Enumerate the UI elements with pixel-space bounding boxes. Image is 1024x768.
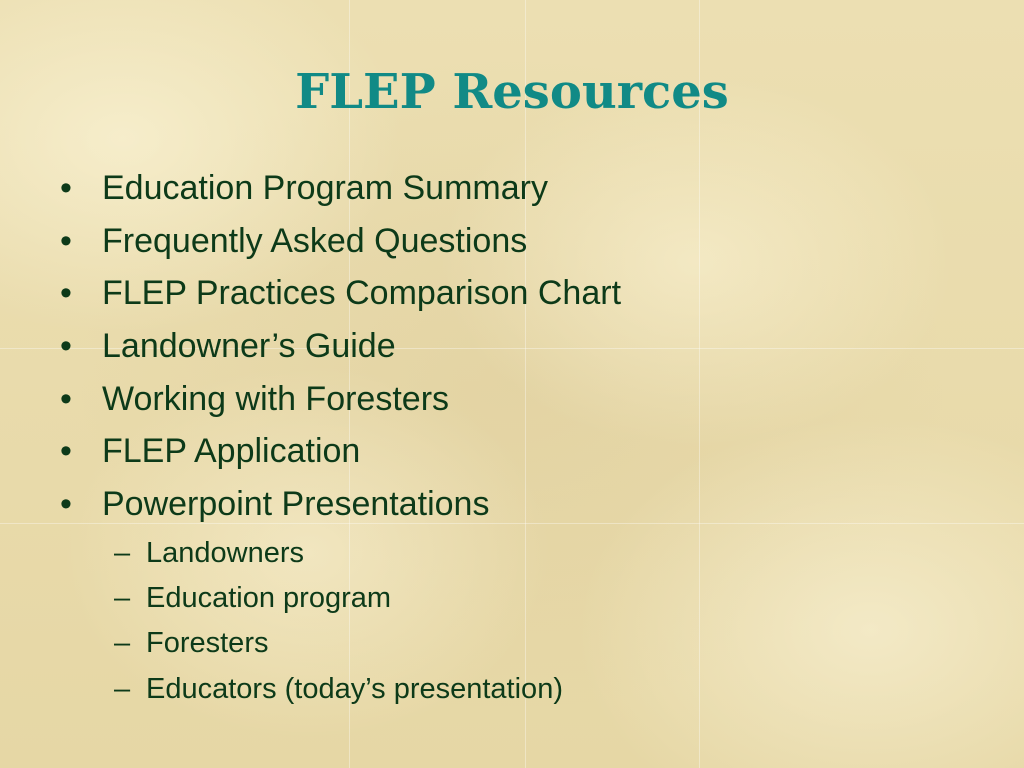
list-item-label: Education Program Summary bbox=[102, 169, 548, 207]
sub-list-item-label: Landowners bbox=[146, 536, 304, 569]
list-item-label: Powerpoint Presentations bbox=[102, 485, 490, 524]
sub-list-item bbox=[58, 576, 621, 621]
sub-list-item bbox=[58, 621, 621, 666]
list-item bbox=[58, 320, 621, 373]
list-item bbox=[58, 162, 621, 215]
bullet-icon: • bbox=[60, 432, 72, 471]
dash-icon: – bbox=[114, 582, 131, 615]
bullet-icon: • bbox=[60, 327, 72, 366]
sub-list-item-label: Educators (today’s presentation) bbox=[146, 672, 563, 705]
list-item-label: Working with Foresters bbox=[102, 379, 450, 418]
dash-icon: – bbox=[114, 672, 131, 705]
list-item bbox=[58, 267, 621, 320]
list-item-label: Landowner’s Guide bbox=[102, 327, 396, 366]
sub-list-item-label: Education program bbox=[146, 582, 392, 615]
bullet-icon: • bbox=[60, 221, 72, 260]
list-item-label: FLEP Practices Comparison Chart bbox=[102, 274, 622, 313]
bullet-icon: • bbox=[60, 379, 72, 418]
sub-list-item-label: Foresters bbox=[146, 627, 269, 660]
sub-list-item bbox=[58, 667, 621, 712]
list-item bbox=[58, 478, 621, 531]
list-item bbox=[58, 215, 621, 268]
slide-title: FLEP Resources bbox=[295, 64, 729, 120]
list-item-label: FLEP Application bbox=[102, 432, 361, 471]
dash-icon: – bbox=[114, 627, 131, 660]
list-item bbox=[58, 373, 621, 426]
list-item-label: Frequently Asked Questions bbox=[102, 221, 528, 260]
resource-list bbox=[58, 162, 621, 712]
list-item bbox=[58, 425, 621, 478]
dash-icon: – bbox=[114, 536, 131, 569]
sub-list-item bbox=[58, 531, 621, 576]
bullet-icon: • bbox=[60, 169, 72, 207]
bullet-icon: • bbox=[60, 274, 72, 313]
bullet-icon: • bbox=[60, 485, 72, 524]
